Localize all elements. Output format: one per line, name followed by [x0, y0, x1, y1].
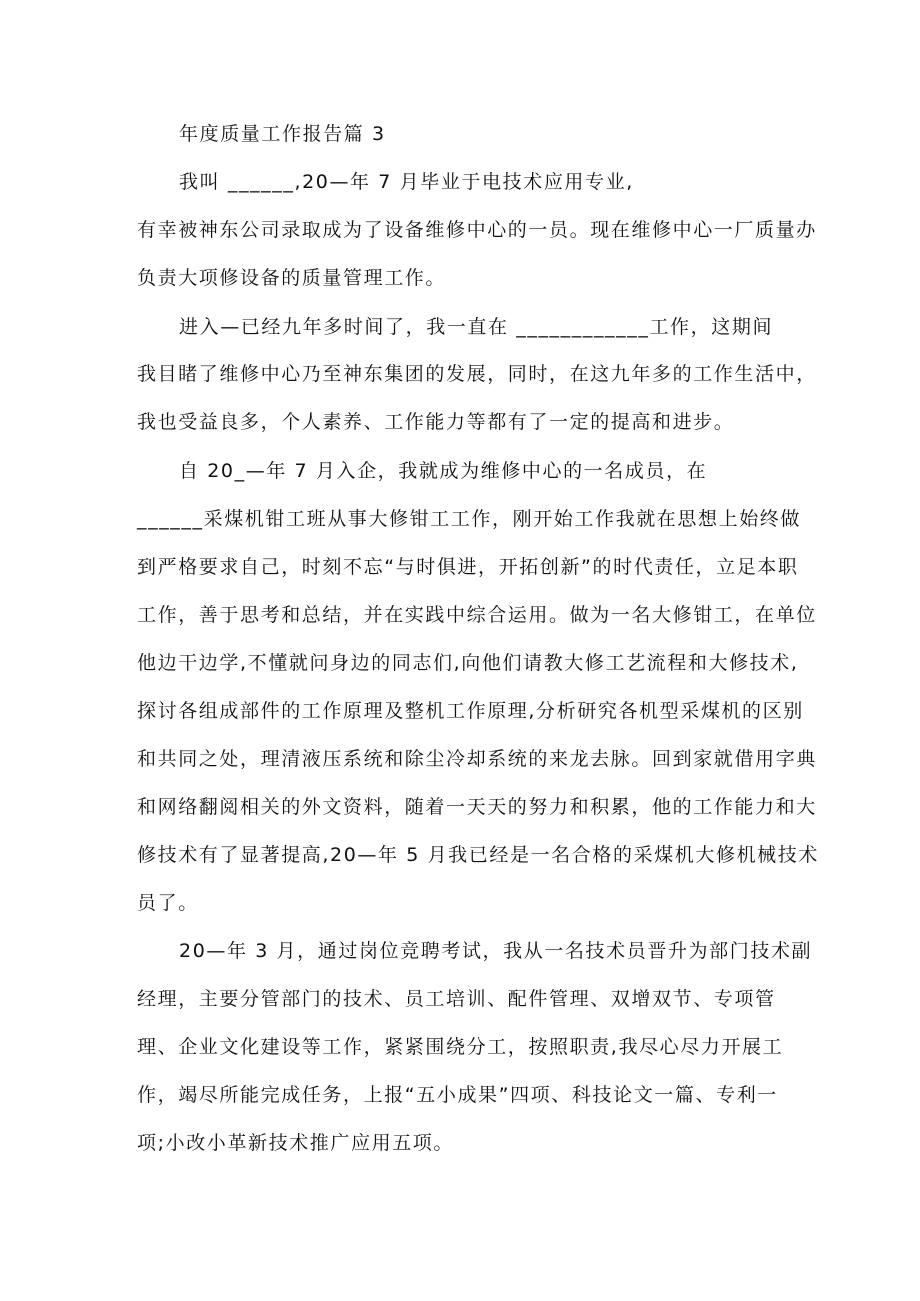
document-title: 年度质量工作报告篇 3 — [179, 123, 386, 145]
paragraph-line: 工作，善于思考和总结，并在实践中综合运用。做为一名大修钳工，在单位 — [137, 604, 817, 626]
paragraph-line: 我叫 ______,20—年 7 月毕业于电技术应用专业, — [179, 171, 634, 193]
paragraph-line: 进入—已经九年多时间了，我一直在 ____________工作，这期间 — [179, 316, 774, 338]
paragraph-line: 负责大项修设备的质量管理工作。 — [137, 267, 447, 289]
paragraph-line: 我也受益良多，个人素养、工作能力等都有了一定的提高和进步。 — [137, 411, 735, 433]
paragraph-line: 到严格要求自己，时刻不忘“与时俱进，开拓创新”的时代责任，立足本职 — [137, 556, 799, 578]
paragraph-line: 经理，主要分管部门的技术、员工培训、配件管理、双增双节、专项管 — [137, 988, 776, 1010]
paragraph-line: 我目睹了维修中心乃至神东集团的发展，同时，在这九年多的工作生活中， — [137, 363, 817, 385]
paragraph-line: 和网络翻阅相关的外文资料，随着一天天的努力和积累，他的工作能力和大 — [137, 796, 817, 818]
paragraph-line: 探讨各组成部件的工作原理及整机工作原理,分析研究各机型采煤机的区别 — [137, 700, 804, 722]
paragraph-line: 20—年 3 月，通过岗位竞聘考试，我从一名技术员晋升为部门技术副 — [179, 940, 813, 962]
paragraph-line: 他边干边学,不懂就问身边的同志们,向他们请教大修工艺流程和大修技术, — [137, 652, 799, 674]
paragraph-line: 作，竭尽所能完成任务，上报“五小成果”四项、科技论文一篇、专利一 — [137, 1084, 778, 1106]
paragraph-line: 修技术有了显著提高,20—年 5 月我已经是一名合格的采煤机大修机械技术 — [137, 844, 819, 866]
paragraph-line: 项;小改小革新技术推广应用五项。 — [137, 1132, 455, 1154]
paragraph-line: 员了。 — [137, 892, 199, 914]
paragraph-line: 理、企业文化建设等工作，紧紧围绕分工，按照职责,我尽心尽力开展工 — [137, 1036, 784, 1058]
paragraph-line: 和共同之处，理清液压系统和除尘冷却系统的来龙去脉。回到家就借用字典 — [137, 748, 817, 770]
paragraph-line: 有幸被神东公司录取成为了设备维修中心的一员。现在维修中心一厂质量办 — [137, 219, 817, 241]
paragraph-line: 自 20_—年 7 月入企，我就成为维修中心的一名成员，在 — [179, 460, 708, 482]
paragraph-line: ______采煤机钳工班从事大修钳工工作，刚开始工作我就在思想上始终做 — [137, 508, 802, 530]
